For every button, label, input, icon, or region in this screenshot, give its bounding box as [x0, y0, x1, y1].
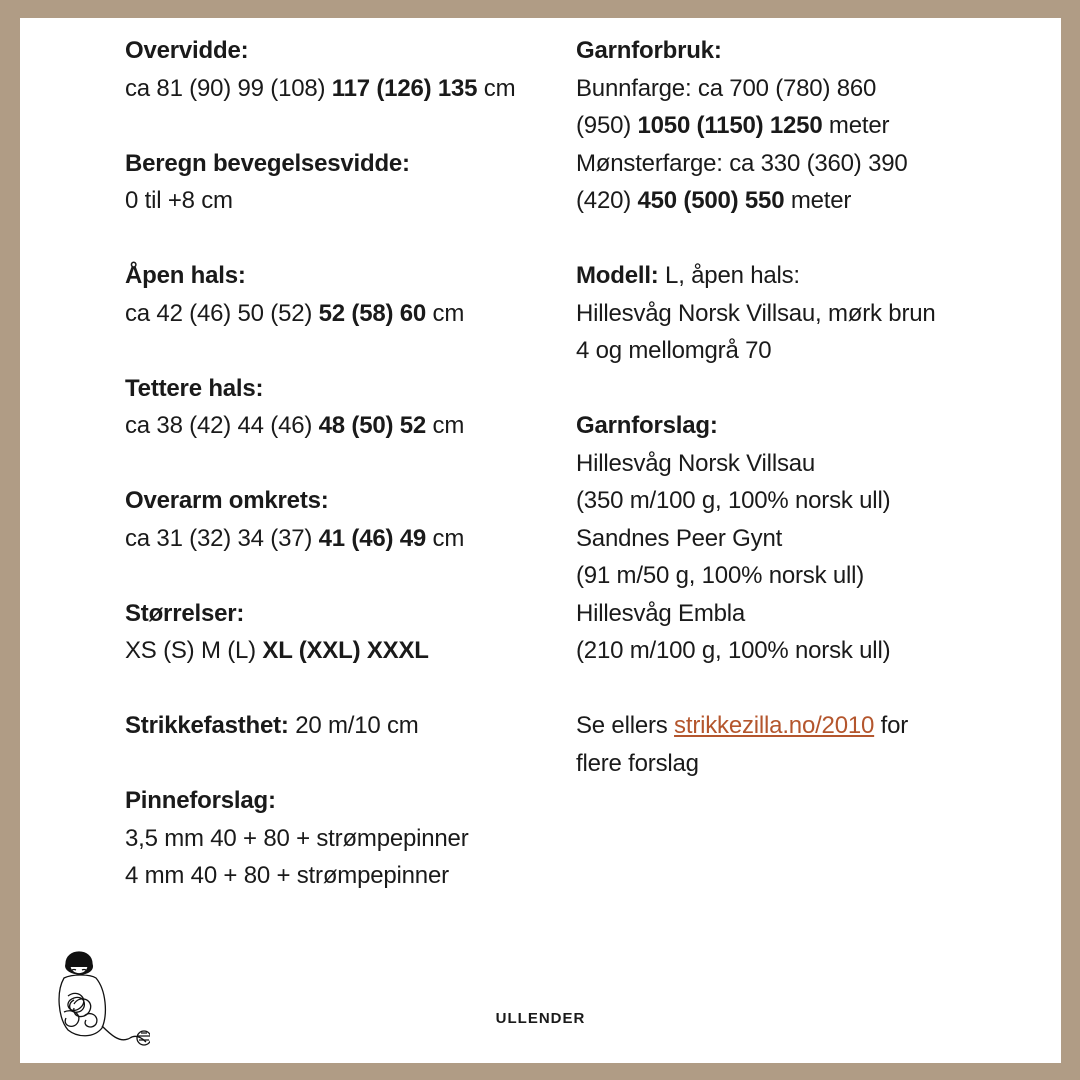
pinneforslag-line-2: 4 mm 40 + 80 + strømpepinner [125, 862, 449, 889]
garnforslag-item: Sandnes Peer Gynt [576, 524, 783, 552]
garnforslag-label: Garnforslag: [576, 412, 718, 439]
garnforslag-item: (91 m/50 g, 100% norsk ull) [576, 562, 865, 589]
knitter-illustration-icon [50, 934, 150, 1054]
storrelser-value: XS (S) M (L) XL (XXL) XXXL [125, 637, 429, 664]
strikkezilla-link[interactable]: strikkezilla.no/2010 [674, 712, 875, 739]
bevegelsesvidde-value: 0 til +8 cm [125, 187, 233, 214]
garnforslag-item: Hillesvåg Embla [576, 599, 746, 627]
garnforslag-item: Hillesvåg Norsk Villsau [576, 449, 816, 477]
overarm-value: ca 31 (32) 34 (37) 41 (46) 49 cm [125, 524, 465, 552]
overarm-label: Overarm omkrets: [125, 487, 329, 514]
modell-line-2: Hillesvåg Norsk Villsau, mørk brun [576, 299, 936, 327]
pinneforslag-label: Pinneforslag: [125, 787, 276, 814]
left-column [125, 32, 565, 895]
bunnfarge-line-1: Bunnfarge: ca 700 (780) 860 [576, 74, 877, 102]
brand-footer: ULLENDER [495, 1010, 586, 1027]
garnforslag-item: (350 m/100 g, 100% norsk ull) [576, 487, 891, 514]
tettere-hals-value: ca 38 (42) 44 (46) 48 (50) 52 cm [125, 412, 465, 439]
monsterfarge-line-1: Mønsterfarge: ca 330 (360) 390 [576, 149, 908, 177]
right-column [576, 32, 996, 782]
pattern-info-card [20, 18, 1061, 1063]
garnforbruk-label: Garnforbruk: [576, 37, 722, 64]
se-ellers-line-2: flere forslag [576, 749, 699, 777]
storrelser-label: Størrelser: [125, 599, 245, 627]
strikkefasthet: Strikkefasthet: 20 m/10 cm [125, 712, 419, 739]
bunnfarge-line-2: (950) 1050 (1150) 1250 meter [576, 112, 890, 139]
se-ellers-line-1: Se ellers strikkezilla.no/2010 for [576, 712, 909, 739]
overvidde-label: Overvidde: [125, 37, 249, 64]
bevegelsesvidde-label: Beregn bevegelsesvidde: [125, 149, 410, 177]
garnforslag-item: (210 m/100 g, 100% norsk ull) [576, 637, 891, 664]
overvidde-value: ca 81 (90) 99 (108) 117 (126) 135 cm [125, 74, 516, 102]
apen-hals-value: ca 42 (46) 50 (52) 52 (58) 60 cm [125, 299, 465, 327]
pinneforslag-line-1: 3,5 mm 40 + 80 + strømpepinner [125, 824, 469, 852]
apen-hals-label: Åpen hals: [125, 262, 246, 289]
modell-line-1: Modell: L, åpen hals: [576, 262, 800, 289]
modell-line-3: 4 og mellomgrå 70 [576, 337, 772, 364]
monsterfarge-line-2: (420) 450 (500) 550 meter [576, 187, 852, 214]
tettere-hals-label: Tettere hals: [125, 374, 264, 402]
